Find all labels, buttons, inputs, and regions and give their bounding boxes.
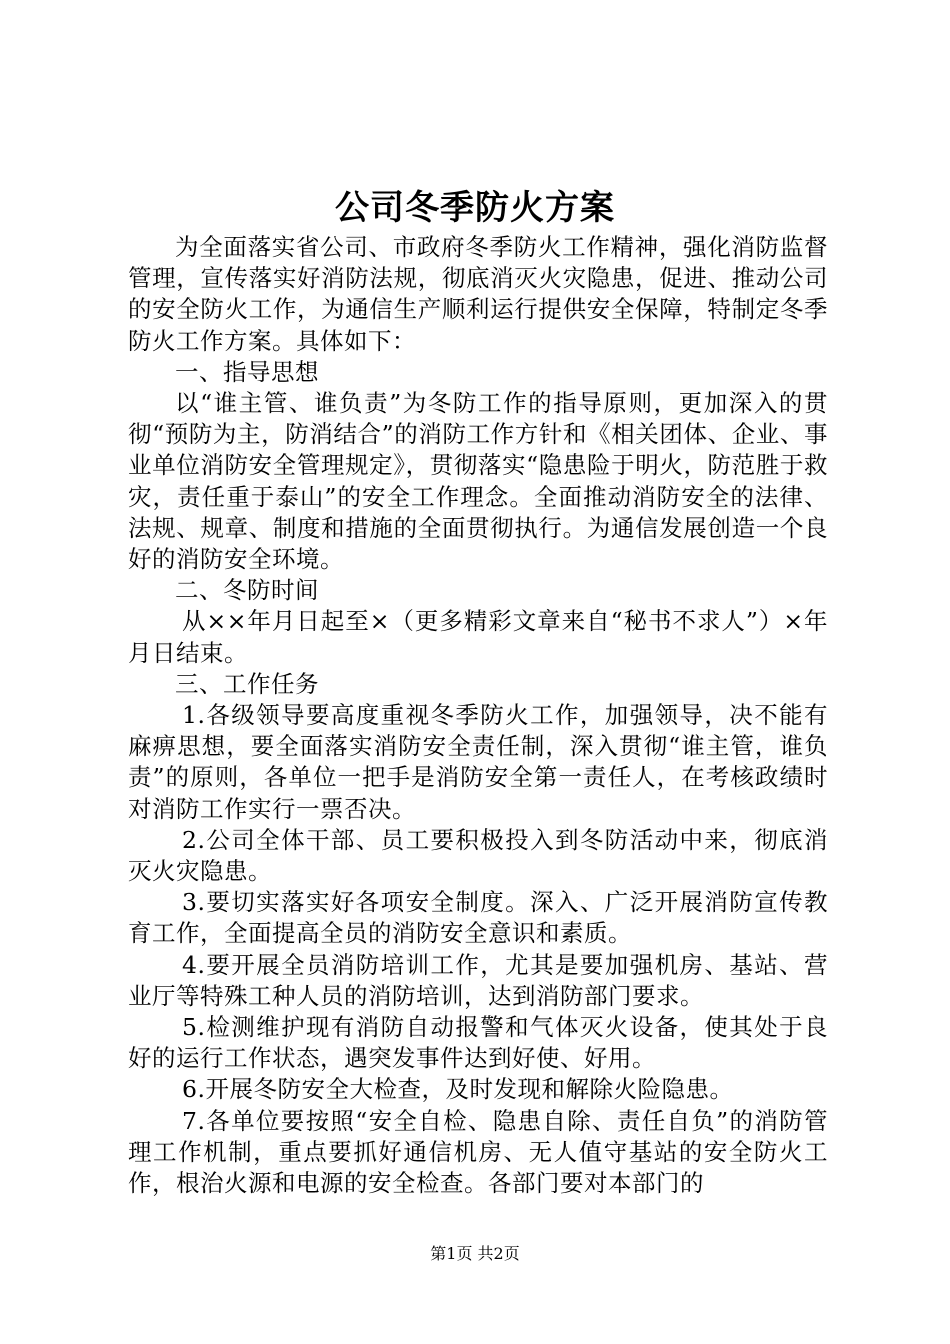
section-heading-guiding-thought: 一、指导思想 — [175, 357, 319, 386]
section-heading-tasks: 三、工作任务 — [175, 669, 319, 698]
task-item-5: 5.检测维护现有消防自动报警和气体灭火设备，使其处于良好的运行工作状态，遇突发事件达到好使、好用。 — [128, 1013, 828, 1073]
task-item-2: 2.公司全体干部、员工要积极投入到冬防活动中来，彻底消灭火灾隐患。 — [128, 825, 828, 886]
document-body — [128, 232, 828, 1199]
task-item-4: 4.要开展全员消防培训工作，尤其是要加强机房、基站、营业厅等特殊工种人员的消防培训，达到消防部门要求。 — [128, 950, 828, 1010]
section-heading-time: 二、冬防时间 — [175, 576, 319, 605]
task-item-6: 6.开展冬防安全大检查，及时发现和解除火险隐患。 — [182, 1075, 734, 1104]
task-item-7: 7.各单位要按照“安全自检、隐患自除、责任自负”的消防管理工作机制，重点要抓好通信机房、无人值守基站的安全防火工作，根治火源和电源的安全检查。各部门要对本部门的 — [128, 1106, 828, 1198]
task-item-1: 1.各级领导要高度重视冬季防火工作，加强领导，决不能有麻痹思想，要全面落实消防安全责任制，深入贯彻“谁主管，谁负责”的原则，各单位一把手是消防安全第一责任人，在考核政绩时对消防工作实行一票否决。 — [128, 701, 828, 823]
time-paragraph: 从××年月日起至×（更多精彩文章来自“秘书不求人”）×年月日结束。 — [128, 607, 828, 667]
document-title: 公司冬季防火方案 — [335, 188, 615, 228]
task-item-3: 3.要切实落实好各项安全制度。深入、广泛开展消防宣传教育工作，全面提高全员的消防安全意识和素质。 — [128, 888, 828, 948]
guiding-thought-paragraph: 以“谁主管、谁负责”为冬防工作的指导原则，更加深入的贯彻“预防为主，防消结合”的消防工作方针和《相关团体、企业、事业单位消防安全管理规定》，贯彻落实“隐患险于明火，防范胜于救灾，责任重于泰山”的安全工作理念。全面推动消防安全的法律、法规、规章、制度和措施的全面贯彻执行。为通信发展创造一个良好的消防安全环境。 — [128, 389, 828, 574]
intro-paragraph: 为全面落实省公司、市政府冬季防火工作精神，强化消防监督管理，宣传落实好消防法规，彻底消灭火灾隐患，促进、推动公司的安全防火工作，为通信生产顺利运行提供安全保障，特制定冬季防火工作方案。具体如下： — [128, 233, 828, 355]
page-footer: 第1页 共2页 — [430, 1244, 520, 1263]
